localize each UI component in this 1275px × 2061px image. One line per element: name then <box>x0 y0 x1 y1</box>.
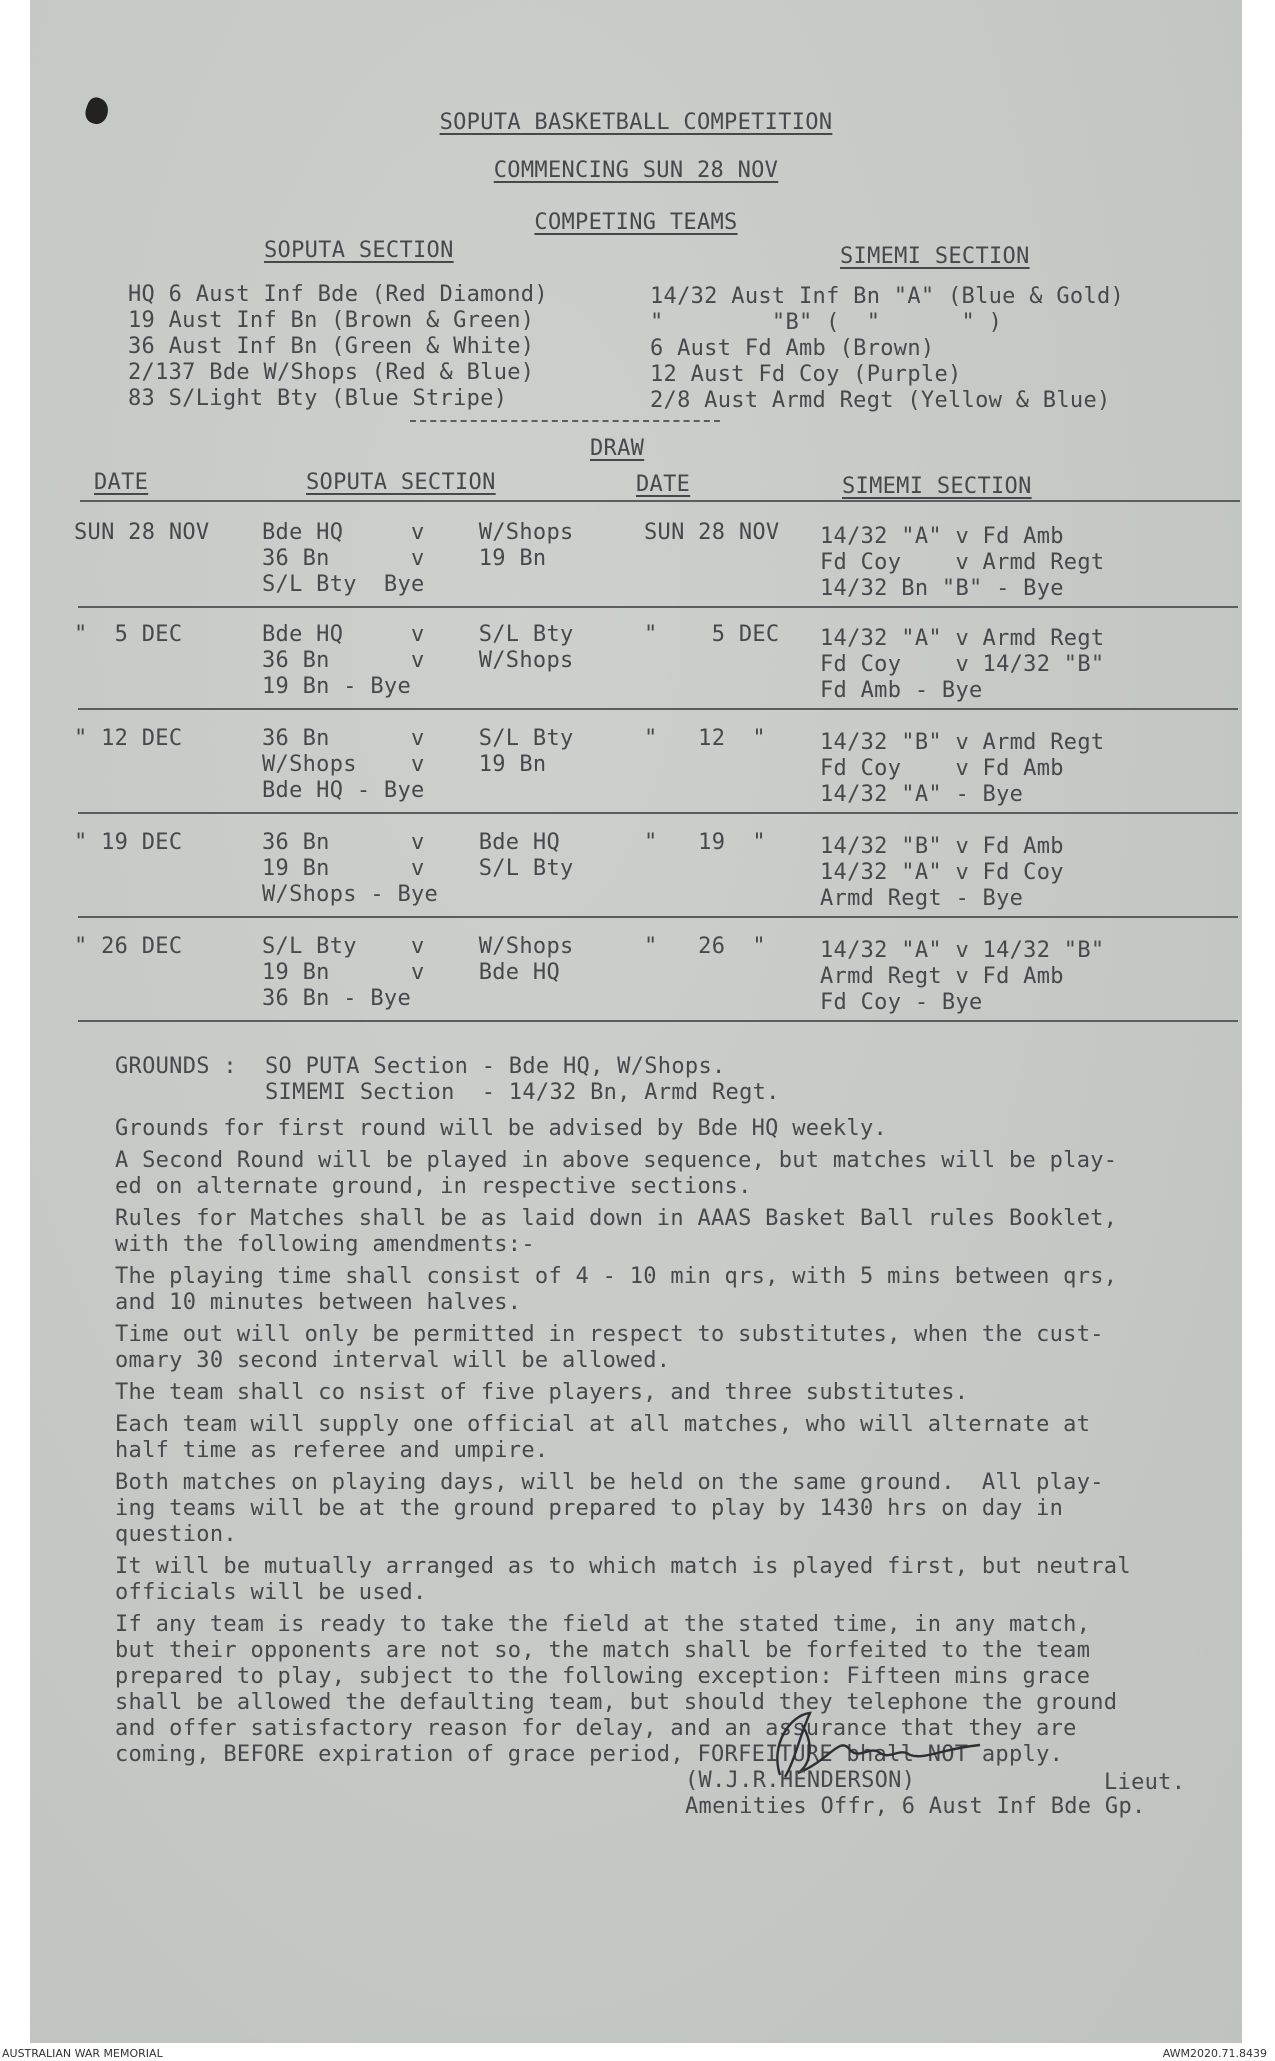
draw-date-soputa: " 26 DEC <box>74 934 183 959</box>
simemi-match: 14/32 Bn "B" - Bye <box>820 576 1064 601</box>
rule-paragraph <box>115 1116 1265 1142</box>
soputa-match: Bde HQ v W/Shops <box>262 520 574 545</box>
soputa-team: 36 Aust Inf Bn (Green & White) <box>128 334 535 359</box>
rule-paragraph <box>115 1206 1265 1258</box>
soputa-match: 19 Bn v Bde HQ <box>262 960 560 985</box>
rule-paragraph <box>115 1148 1265 1200</box>
document-title: SOPUTA BASKETBALL COMPETITION <box>439 110 833 135</box>
signatory-rank: Lieut. <box>1104 1770 1186 1795</box>
soputa-section-title: SOPUTA SECTION <box>264 238 454 263</box>
simemi-team: 2/8 Aust Armd Regt (Yellow & Blue) <box>650 388 1111 413</box>
soputa-match: 36 Bn - Bye <box>262 986 411 1011</box>
document-page <box>30 0 1242 2043</box>
draw-date-simemi: " 5 DEC <box>644 622 780 647</box>
soputa-match: 36 Bn v Bde HQ <box>262 830 560 855</box>
simemi-match: Armd Regt - Bye <box>820 886 1024 911</box>
rule-line: with the following amendments:- <box>115 1232 535 1257</box>
simemi-match: Fd Amb - Bye <box>820 678 983 703</box>
rule-paragraph <box>115 1322 1265 1374</box>
simemi-match: 14/32 "A" v Fd Amb <box>820 524 1064 549</box>
header-date-2: DATE <box>636 472 691 497</box>
rule-line: The team shall co nsist of five players, and three substitutes. <box>115 1380 969 1405</box>
signatory-title: Amenities Offr, 6 Aust Inf Bde Gp. <box>685 1794 1146 1819</box>
competing-teams-heading: COMPETING TEAMS <box>534 210 738 235</box>
soputa-match: W/Shops - Bye <box>262 882 439 907</box>
rules-text <box>115 1116 1265 1774</box>
row-divider <box>78 606 1238 608</box>
soputa-match: Bde HQ v S/L Bty <box>262 622 574 647</box>
simemi-team: " "B" ( " " ) <box>650 310 1003 335</box>
soputa-team: 83 S/Light Bty (Blue Stripe) <box>128 386 508 411</box>
simemi-match: 14/32 "A" - Bye <box>820 782 1024 807</box>
draw-date-simemi: SUN 28 NOV <box>644 520 780 545</box>
soputa-match: S/L Bty Bye <box>262 572 425 597</box>
row-divider <box>78 708 1238 710</box>
simemi-match: 14/32 "A" v Fd Coy <box>820 860 1064 885</box>
soputa-team: HQ 6 Aust Inf Bde (Red Diamond) <box>128 282 548 307</box>
rule-line: Time out will only be permitted in respect to substitutes, when the cust- <box>115 1322 1104 1347</box>
simemi-match: Fd Coy v Armd Regt <box>820 550 1105 575</box>
soputa-match: S/L Bty v W/Shops <box>262 934 574 959</box>
rule-line: but their opponents are not so, the match shall be forfeited to the team <box>115 1638 1091 1663</box>
rule-paragraph <box>115 1412 1265 1464</box>
commencing-date: COMMENCING SUN 28 NOV <box>493 158 779 183</box>
rule-line: officials will be used. <box>115 1580 427 1605</box>
soputa-match: 19 Bn v S/L Bty <box>262 856 574 881</box>
row-divider <box>78 812 1238 814</box>
simemi-match: Fd Coy v Fd Amb <box>820 756 1064 781</box>
rule-line: shall be allowed the defaulting team, but should they telephone the ground <box>115 1690 1118 1715</box>
rule-line: Rules for Matches shall be as laid down in AAAS Basket Ball rules Booklet, <box>115 1206 1118 1231</box>
soputa-match: W/Shops v 19 Bn <box>262 752 547 777</box>
row-divider <box>78 916 1238 918</box>
signatory-name: (W.J.R.HENDERSON) <box>685 1768 916 1793</box>
rule-line: and offer satisfactory reason for delay, and an assurance that they are <box>115 1716 1077 1741</box>
rule-line: A Second Round will be played in above sequence, but matches will be play- <box>115 1148 1118 1173</box>
rule-paragraph <box>115 1264 1265 1316</box>
soputa-match: 36 Bn v 19 Bn <box>262 546 547 571</box>
soputa-match: 36 Bn v S/L Bty <box>262 726 574 751</box>
rule-line: Each team will supply one official at all matches, who will alternate at <box>115 1412 1091 1437</box>
draw-date-soputa: " 19 DEC <box>74 830 183 855</box>
draw-date-simemi: " 26 " <box>644 934 766 959</box>
rule-paragraph <box>115 1554 1265 1606</box>
grounds-simemi: SIMEMI Section - 14/32 Bn, Armd Regt. <box>265 1080 780 1105</box>
simemi-section-title: SIMEMI SECTION <box>840 244 1030 269</box>
rule-line: Both matches on playing days, will be held on the same ground. All play- <box>115 1470 1104 1495</box>
row-divider <box>78 1020 1238 1022</box>
dashed-divider <box>410 420 720 422</box>
footer-id: AWM2020.71.8439 <box>1162 2047 1267 2060</box>
rule-line: omary 30 second interval will be allowed. <box>115 1348 671 1373</box>
rule-line: coming, BEFORE expiration of grace period, FORFEITURE bhall NOT apply. <box>115 1742 1064 1767</box>
rule-line: ed on alternate ground, in respective sections. <box>115 1174 752 1199</box>
header-rule <box>80 500 1240 502</box>
draw-heading: DRAW <box>590 436 645 461</box>
rule-line: question. <box>115 1522 237 1547</box>
soputa-team: 19 Aust Inf Bn (Brown & Green) <box>128 308 535 333</box>
simemi-match: Fd Coy v 14/32 "B" <box>820 652 1105 677</box>
simemi-match: 14/32 "A" v Armd Regt <box>820 626 1105 651</box>
rule-paragraph <box>115 1380 1265 1406</box>
rule-line: and 10 minutes between halves. <box>115 1290 522 1315</box>
simemi-team: 14/32 Aust Inf Bn "A" (Blue & Gold) <box>650 284 1125 309</box>
header-soputa-section: SOPUTA SECTION <box>306 470 496 495</box>
simemi-team: 6 Aust Fd Amb (Brown) <box>650 336 935 361</box>
soputa-match: Bde HQ - Bye <box>262 778 425 803</box>
rule-line: prepared to play, subject to the following exception: Fifteen mins grace <box>115 1664 1091 1689</box>
rule-line: If any team is ready to take the field at the stated time, in any match, <box>115 1612 1091 1637</box>
soputa-team: 2/137 Bde W/Shops (Red & Blue) <box>128 360 535 385</box>
draw-date-soputa: " 12 DEC <box>74 726 183 751</box>
footer-archive: AUSTRALIAN WAR MEMORIAL <box>2 2047 163 2060</box>
simemi-match: Armd Regt v Fd Amb <box>820 964 1064 989</box>
draw-date-soputa: " 5 DEC <box>74 622 183 647</box>
simemi-match: 14/32 "B" v Fd Amb <box>820 834 1064 859</box>
header-simemi-section: SIMEMI SECTION <box>842 474 1032 499</box>
simemi-match: 14/32 "B" v Armd Regt <box>820 730 1105 755</box>
grounds-soputa: SO PUTA Section - Bde HQ, W/Shops. <box>265 1054 726 1079</box>
draw-date-simemi: " 12 " <box>644 726 766 751</box>
rule-line: half time as referee and umpire. <box>115 1438 549 1463</box>
rule-line: It will be mutually arranged as to which match is played first, but neutral <box>115 1554 1131 1579</box>
soputa-match: 36 Bn v W/Shops <box>262 648 574 673</box>
rule-line: ing teams will be at the ground prepared to play by 1430 hrs on day in <box>115 1496 1064 1521</box>
header-date-1: DATE <box>94 470 149 495</box>
simemi-match: Fd Coy - Bye <box>820 990 983 1015</box>
rule-paragraph <box>115 1470 1265 1548</box>
simemi-team: 12 Aust Fd Coy (Purple) <box>650 362 962 387</box>
rule-line: Grounds for first round will be advised by Bde HQ weekly. <box>115 1116 888 1141</box>
simemi-match: 14/32 "A" v 14/32 "B" <box>820 938 1105 963</box>
soputa-match: 19 Bn - Bye <box>262 674 411 699</box>
rule-line: The playing time shall consist of 4 - 10 min qrs, with 5 mins between qrs, <box>115 1264 1118 1289</box>
grounds-label: GROUNDS : <box>115 1054 237 1079</box>
draw-date-soputa: SUN 28 NOV <box>74 520 210 545</box>
rule-paragraph <box>115 1612 1265 1768</box>
draw-date-simemi: " 19 " <box>644 830 766 855</box>
